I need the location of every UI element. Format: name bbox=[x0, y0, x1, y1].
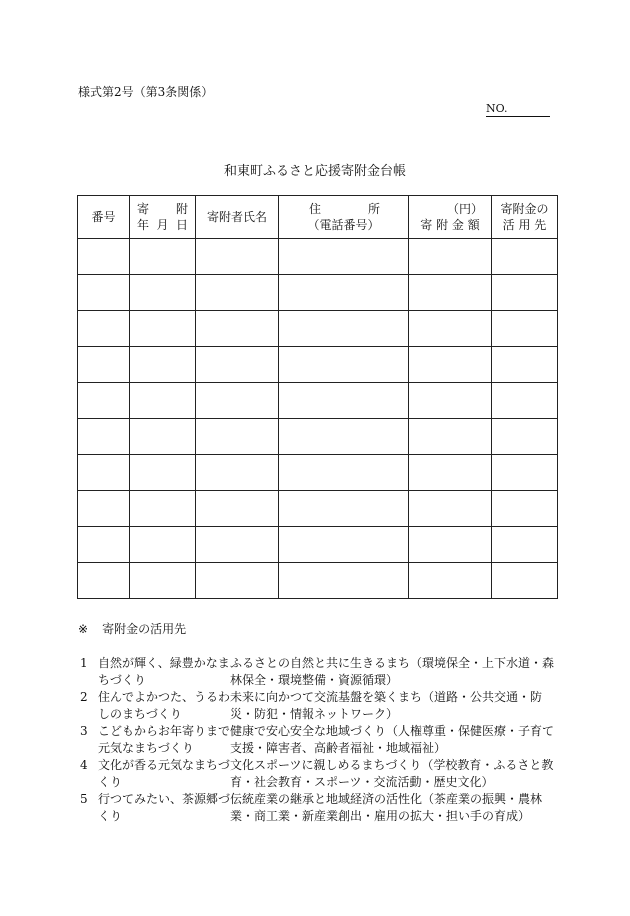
cell-number[interactable] bbox=[78, 347, 130, 383]
cell-address[interactable] bbox=[279, 563, 409, 599]
header-number: 番号 bbox=[78, 196, 130, 239]
table-row bbox=[78, 383, 558, 419]
cell-address[interactable] bbox=[279, 239, 409, 275]
use-name: こどもからお年寄りまで元気なまちづくり bbox=[98, 724, 231, 755]
cell-donor-name[interactable] bbox=[196, 347, 279, 383]
cell-amount[interactable] bbox=[409, 239, 492, 275]
page-title: 和東町ふるさと応援寄附金台帳 bbox=[223, 164, 406, 179]
cell-date[interactable] bbox=[130, 563, 196, 599]
table-row bbox=[78, 239, 558, 275]
cell-date[interactable] bbox=[130, 455, 196, 491]
cell-number[interactable] bbox=[78, 419, 130, 455]
cell-date[interactable] bbox=[130, 347, 196, 383]
header-donor-name: 寄附者氏名 bbox=[196, 196, 279, 239]
header-use: 寄附金の 活 用 先 bbox=[492, 196, 558, 239]
uses-heading-text: 寄附金の活用先 bbox=[102, 622, 187, 636]
uses-heading bbox=[78, 620, 186, 637]
cell-amount[interactable] bbox=[409, 527, 492, 563]
table-row bbox=[78, 563, 558, 599]
table-row bbox=[78, 311, 558, 347]
cell-address[interactable] bbox=[279, 311, 409, 347]
cell-donor-name[interactable] bbox=[196, 419, 279, 455]
cell-use[interactable] bbox=[492, 491, 558, 527]
use-number: 2 bbox=[80, 690, 88, 704]
cell-number[interactable] bbox=[78, 383, 130, 419]
cell-use[interactable] bbox=[492, 311, 558, 347]
uses-list bbox=[80, 655, 560, 825]
note-mark: ※ bbox=[78, 622, 89, 636]
cell-number[interactable] bbox=[78, 563, 130, 599]
header-address: 住 所 （電話番号） bbox=[279, 196, 409, 239]
cell-use[interactable] bbox=[492, 455, 558, 491]
table-row bbox=[78, 527, 558, 563]
cell-amount[interactable] bbox=[409, 383, 492, 419]
use-description: 健康で安心安全な地域づくり（人権尊重・保健医療・子育て支援・障害者、高齢者福祉・地域福祉） bbox=[230, 724, 555, 755]
cell-date[interactable] bbox=[130, 419, 196, 455]
cell-date[interactable] bbox=[130, 239, 196, 275]
cell-donor-name[interactable] bbox=[196, 563, 279, 599]
cell-number[interactable] bbox=[78, 527, 130, 563]
list-item bbox=[80, 723, 560, 757]
cell-address[interactable] bbox=[279, 347, 409, 383]
use-number: 1 bbox=[80, 656, 88, 670]
cell-donor-name[interactable] bbox=[196, 383, 279, 419]
cell-donor-name[interactable] bbox=[196, 239, 279, 275]
cell-amount[interactable] bbox=[409, 311, 492, 347]
cell-date[interactable] bbox=[130, 383, 196, 419]
cell-donor-name[interactable] bbox=[196, 455, 279, 491]
cell-donor-name[interactable] bbox=[196, 311, 279, 347]
use-description: ふるさとの自然と共に生きるまち（環境保全・上下水道・森林保全・環境整備・資源循環） bbox=[230, 656, 555, 687]
header-amount: （円） 寄 附 金 額 bbox=[409, 196, 492, 239]
cell-address[interactable] bbox=[279, 275, 409, 311]
cell-date[interactable] bbox=[130, 275, 196, 311]
use-name: 行つてみたい、茶源郷づくり bbox=[98, 792, 231, 823]
use-name: 住んでよかつた、うるわしのまちづくり bbox=[98, 690, 231, 721]
cell-address[interactable] bbox=[279, 491, 409, 527]
cell-number[interactable] bbox=[78, 239, 130, 275]
header-date: 寄 附 年 月 日 bbox=[130, 196, 196, 239]
cell-address[interactable] bbox=[279, 419, 409, 455]
cell-use[interactable] bbox=[492, 563, 558, 599]
list-item bbox=[80, 689, 560, 723]
cell-number[interactable] bbox=[78, 275, 130, 311]
table-row bbox=[78, 347, 558, 383]
cell-amount[interactable] bbox=[409, 275, 492, 311]
table-row bbox=[78, 455, 558, 491]
cell-use[interactable] bbox=[492, 239, 558, 275]
form-label: 様式第2号（第3条関係） bbox=[78, 85, 214, 99]
ledger-number-field[interactable]: NO. bbox=[486, 103, 550, 117]
cell-donor-name[interactable] bbox=[196, 491, 279, 527]
cell-number[interactable] bbox=[78, 311, 130, 347]
table-row bbox=[78, 275, 558, 311]
use-description: 文化スポーツに親しめるまちづくり（学校教育・ふるさと教育・社会教育・スポーツ・交流活動・歴史文化） bbox=[230, 758, 554, 789]
use-description: 伝統産業の継承と地域経済の活性化（茶産業の振興・農林業・商工業・新産業創出・雇用の拡大・担い手の育成） bbox=[230, 792, 543, 823]
cell-donor-name[interactable] bbox=[196, 275, 279, 311]
cell-amount[interactable] bbox=[409, 455, 492, 491]
use-number: 3 bbox=[80, 724, 88, 738]
table-row bbox=[78, 491, 558, 527]
cell-date[interactable] bbox=[130, 491, 196, 527]
cell-address[interactable] bbox=[279, 527, 409, 563]
list-item bbox=[80, 655, 560, 689]
cell-use[interactable] bbox=[492, 275, 558, 311]
cell-number[interactable] bbox=[78, 491, 130, 527]
cell-use[interactable] bbox=[492, 419, 558, 455]
cell-amount[interactable] bbox=[409, 563, 492, 599]
cell-address[interactable] bbox=[279, 383, 409, 419]
use-number: 5 bbox=[80, 792, 88, 806]
cell-use[interactable] bbox=[492, 347, 558, 383]
use-number: 4 bbox=[80, 758, 88, 772]
donation-ledger-table bbox=[77, 195, 558, 599]
table-row bbox=[78, 419, 558, 455]
cell-use[interactable] bbox=[492, 383, 558, 419]
use-name: 自然が輝く、緑豊かなまちづくり bbox=[98, 656, 230, 687]
cell-address[interactable] bbox=[279, 455, 409, 491]
use-name: 文化が香る元気なまちづくり bbox=[98, 758, 230, 789]
cell-donor-name[interactable] bbox=[196, 527, 279, 563]
cell-number[interactable] bbox=[78, 455, 130, 491]
use-description: 未来に向かつて交流基盤を築くまち（道路・公共交通・防災・防犯・情報ネットワーク） bbox=[230, 690, 543, 721]
list-item bbox=[80, 791, 560, 825]
cell-use[interactable] bbox=[492, 527, 558, 563]
cell-amount[interactable] bbox=[409, 419, 492, 455]
list-item bbox=[80, 757, 560, 791]
cell-date[interactable] bbox=[130, 311, 196, 347]
cell-date[interactable] bbox=[130, 527, 196, 563]
table-header-row bbox=[78, 196, 558, 239]
cell-amount[interactable] bbox=[409, 491, 492, 527]
cell-amount[interactable] bbox=[409, 347, 492, 383]
